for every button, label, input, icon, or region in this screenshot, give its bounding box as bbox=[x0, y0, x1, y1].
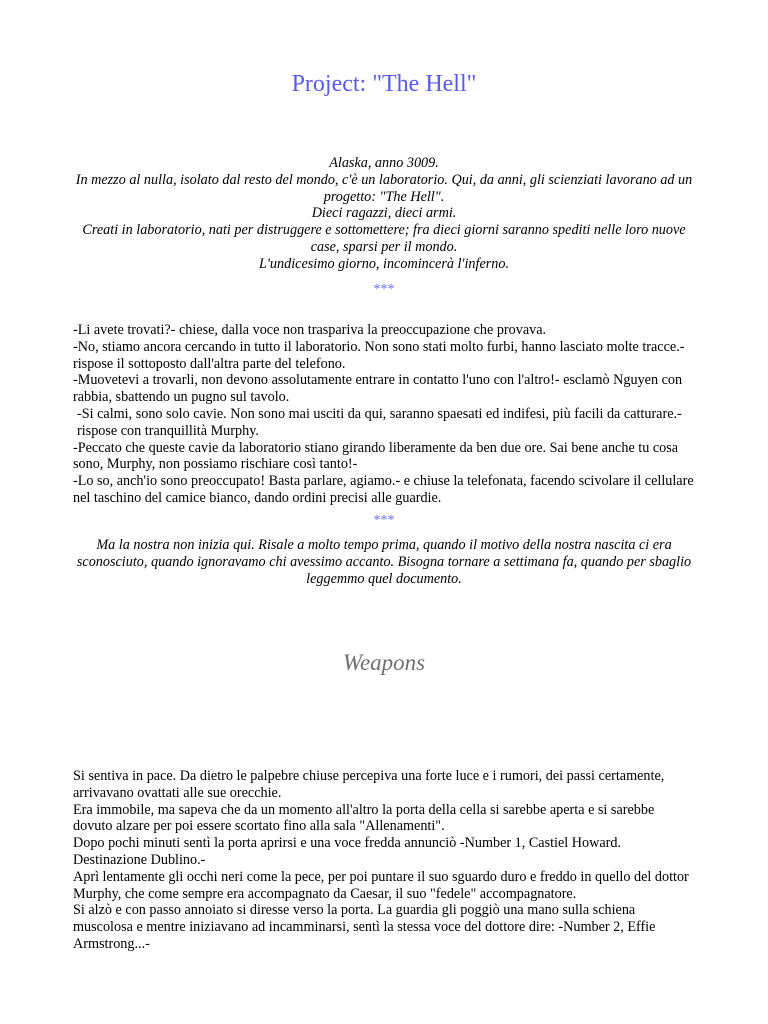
chapter-body bbox=[73, 768, 695, 953]
section-title: Weapons bbox=[342, 650, 426, 675]
document-title: Project: "The Hell" bbox=[291, 71, 477, 97]
document-page bbox=[73, 0, 695, 1024]
closing-paragraph: Ma la nostra non inizia qui. Risale a molto tempo prima, quando il motivo della nostra nascita ci era sconosciuto, quando ignoravamo chi avessimo accanto. Bisogna tornare a settimana fa, quando per sbaglio leggemmo quel documento. bbox=[76, 537, 692, 587]
separator: *** bbox=[373, 513, 395, 528]
body-paragraph: Si alzò e con passo annoiato si diresse verso la porta. La guardia gli poggiò una mano sulla schiena muscolosa e mentre iniziavano ad incamminarsi, sentì la stessa voce del dottore dire: -Number 2, Effie Armstrong...- bbox=[73, 902, 656, 952]
dialogue-block bbox=[73, 322, 695, 507]
body-paragraph: Dopo pochi minuti sentì la porta aprirsi e una voce fredda annunciò -Number 1, Castiel Howard. Destinazione Dublino.- bbox=[73, 835, 622, 868]
intro-line: L'undicesimo giorno, incomincerà l'inferno. bbox=[259, 255, 509, 272]
intro-line: Creati in laboratorio, nati per distruggere e sottomettere; fra dieci giorni saranno spediti nelle loro nuove case, sparsi per il mondo. bbox=[82, 222, 686, 255]
dialogue-line: -Peccato che queste cavie da laboratorio stiano girando liberamente da ben due ore. Sai bene anche tu cosa sono, Murphy, non possiamo rischiare così tanto!- bbox=[73, 439, 679, 473]
dialogue-line: -Si calmi, sono solo cavie. Non sono mai usciti da qui, saranno spaesati ed indifesi, più facili da catturare.- rispose con tranquillità Murphy. bbox=[77, 405, 682, 439]
separator: *** bbox=[373, 282, 395, 297]
intro-line: Dieci ragazzi, dieci armi. bbox=[311, 205, 457, 222]
dialogue-line: -No, stiamo ancora cercando in tutto il laboratorio. Non sono stati molto furbi, hanno lasciato molte tracce.- rispose il sottoposto dall'altra parte del telefono. bbox=[73, 338, 685, 372]
body-paragraph: Aprì lentamente gli occhi neri come la pece, per poi puntare il suo sguardo duro e freddo in quello del dottor Murphy, che come sempre era accompagnato da Caesar, il suo "fedele" accompagnatore. bbox=[73, 868, 689, 902]
body-paragraph: Era immobile, ma sapeva che da un momento all'altro la porta della cella si sarebbe aperta e si sarebbe dovuto alzare per poi essere scortato fino alla sala "Allenamenti". bbox=[73, 801, 655, 835]
dialogue-line: -Lo so, anch'io sono preoccupato! Basta parlare, agiamo.- e chiuse la telefonata, facendo scivolare il cellulare nel taschino del camice bianco, dando ordini precisi alle guardie. bbox=[73, 473, 694, 506]
dialogue-line: -Muovetevi a trovarli, non devono assolutamente entrare in contatto l'uno con l'altro!- esclamò Nguyen con rabbia, sbattendo un pugno sul tavolo. bbox=[73, 372, 683, 406]
dialogue-line: -Li avete trovati?- chiese, dalla voce non traspariva la preoccupazione che provava. bbox=[73, 322, 547, 338]
intro-line: In mezzo al nulla, isolato dal resto del mondo, c'è un laboratorio. Qui, da anni, gli scienziati lavorano ad un progetto: "The Hell". bbox=[75, 171, 693, 205]
body-paragraph: Si sentiva in pace. Da dietro le palpebre chiuse percepiva una forte luce e i rumori, dei passi certamente, arrivavano ovattati alle sue orecchie. bbox=[73, 768, 665, 801]
intro-line: Alaska, anno 3009. bbox=[329, 155, 439, 171]
intro-block bbox=[73, 155, 695, 273]
